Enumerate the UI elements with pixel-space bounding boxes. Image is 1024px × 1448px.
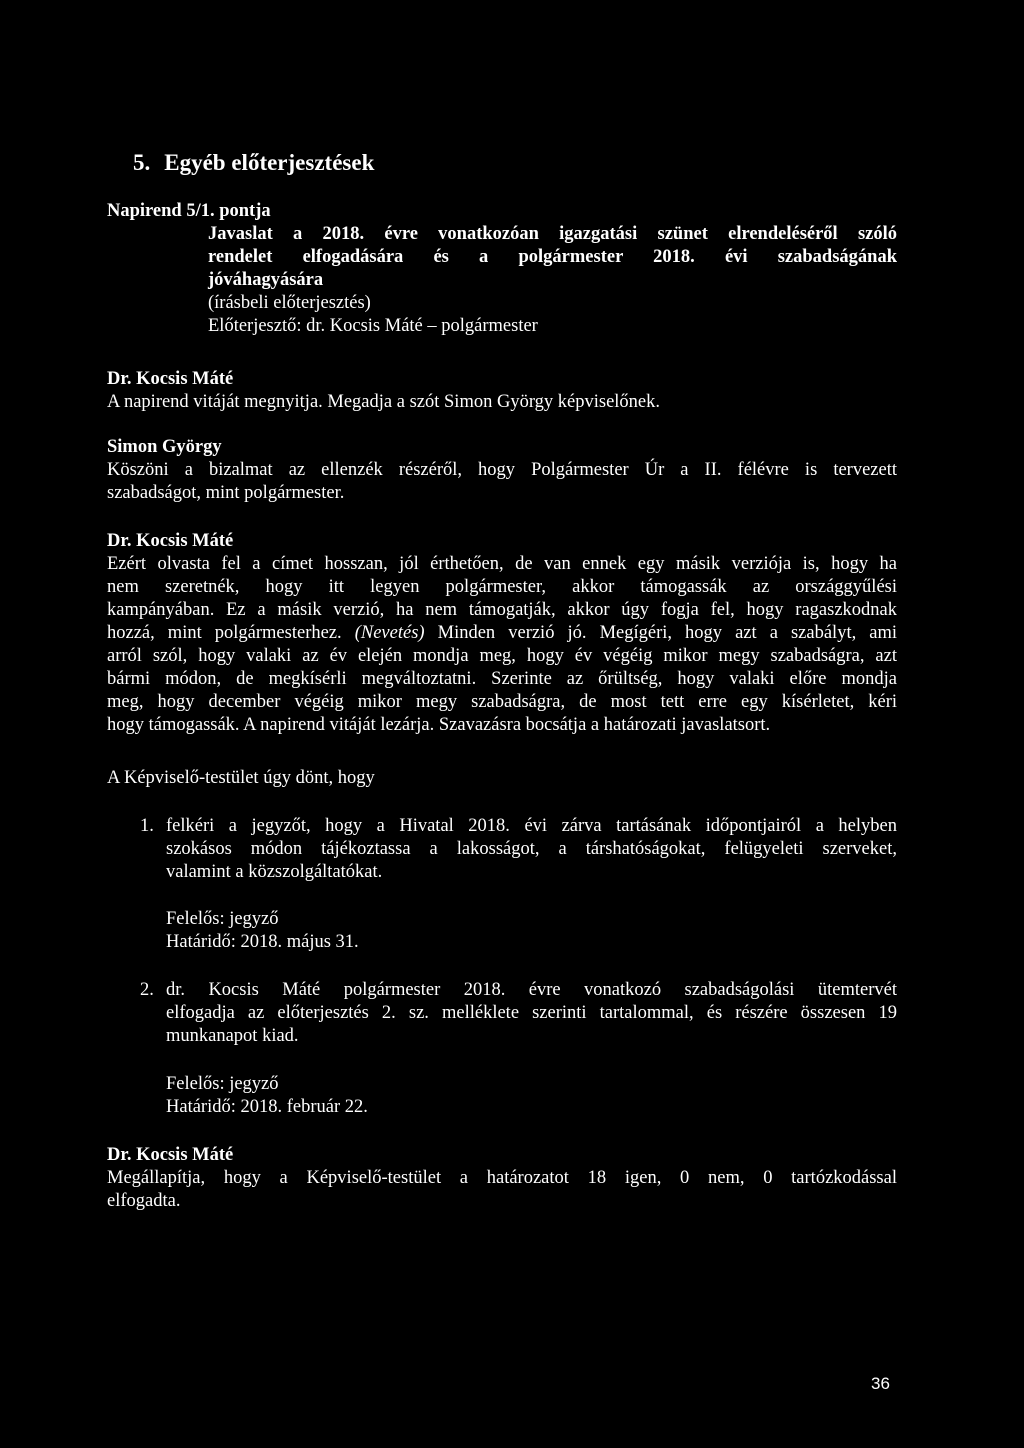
speech-line: arról szól, hogy valaki az év elején mondja meg, hogy év végéig mikor megy szabadságra, azt — [107, 646, 897, 666]
speaker-name: Simon György — [107, 437, 222, 457]
agenda-presenter: Előterjesztő: dr. Kocsis Máté – polgármester — [208, 316, 538, 336]
agenda-type: (írásbeli előterjesztés) — [208, 293, 371, 313]
stage-note: (Nevetés) — [354, 623, 425, 643]
item-deadline: Határidő: 2018. május 31. — [166, 932, 359, 952]
item-line: valamint a közszolgáltatókat. — [166, 862, 383, 882]
section-number: 5. — [133, 150, 151, 175]
item-deadline: Határidő: 2018. február 22. — [166, 1097, 368, 1117]
agenda-label: Napirend 5/1. pontja — [107, 201, 271, 221]
item-responsibility — [166, 1073, 368, 1119]
item-responsibility — [166, 908, 359, 954]
speech-line-mixed — [107, 622, 897, 645]
agenda-title-line: Javaslat a 2018. évre vonatkozóan igazgatási szünet elrendeléséről szóló — [208, 224, 897, 244]
item-line: munkanapot kiad. — [166, 1026, 299, 1046]
item-number: 2. — [140, 980, 154, 1000]
item-line: elfogadja az előterjesztés 2. sz. melléklete szerinti tartalommal, és részére összesen 19 — [166, 1003, 897, 1023]
speech-block — [107, 368, 897, 414]
section-title: Egyéb előterjesztések — [164, 150, 375, 175]
decision-item — [140, 979, 897, 1048]
item-responsible: Felelős: jegyző — [166, 1074, 279, 1094]
speech-line: Köszöni a bizalmat az ellenzék részéről, hogy Polgármester Úr a II. félévre is tervezett — [107, 460, 897, 480]
speech-line: hozzá, mint polgármesterhez. — [107, 623, 342, 643]
page-number: 36 — [871, 1374, 890, 1393]
closing-line: Megállapítja, hogy a Képviselő-testület a határozatot 18 igen, 0 nem, 0 tartózkodással — [107, 1168, 897, 1188]
speech-line: kampányában. Ez a másik verzió, ha nem támogatják, akkor úgy fogja fel, hogy ragaszkodnak — [107, 600, 897, 620]
section-heading — [133, 150, 374, 176]
speech-line: Ezért olvasta fel a címet hosszan, jól érthetően, de van ennek egy másik verziója is, hogy ha — [107, 554, 897, 574]
speech-line: nem szeretnék, hogy itt legyen polgármester, akkor támogassák az országgyűlési — [107, 577, 897, 597]
item-responsible: Felelős: jegyző — [166, 909, 279, 929]
agenda-title-line: rendelet elfogadására és a polgármester 2018. évi szabadságának — [208, 247, 897, 267]
item-line: felkéri a jegyzőt, hogy a Hivatal 2018. évi zárva tartásának időpontjairól a helyben — [166, 816, 897, 836]
closing-block — [107, 1144, 897, 1213]
speaker-name: Dr. Kocsis Máté — [107, 1145, 234, 1165]
item-number: 1. — [140, 816, 154, 836]
speaker-name: Dr. Kocsis Máté — [107, 531, 234, 551]
speech-line: bármi módon, de megkísérli megváltoztatni. Szerinte az őrültség, hogy valaki előre mondja — [107, 669, 897, 689]
speech-line: hogy támogassák. A napirend vitáját lezárja. Szavazásra bocsátja a határozati javaslatsort. — [107, 715, 771, 735]
speech-block — [107, 436, 897, 505]
agenda-block — [107, 200, 897, 338]
speech-line: szabadságot, mint polgármester. — [107, 483, 345, 503]
decision-item — [140, 815, 897, 884]
item-line: dr. Kocsis Máté polgármester 2018. évre vonatkozó szabadságolási ütemtervét — [166, 980, 897, 1000]
speech-line-continuation: Minden verzió jó. Megígéri, hogy azt a szabályt, ami — [424, 623, 898, 643]
item-line: szokásos módon tájékoztassa a lakosságot, a társhatóságokat, felügyeleti szerveket, — [166, 839, 897, 859]
closing-line: elfogadta. — [107, 1191, 181, 1211]
speaker-name: Dr. Kocsis Máté — [107, 369, 234, 389]
decision-intro: A Képviselő-testület úgy dönt, hogy — [107, 768, 375, 788]
agenda-title-line: jóváhagyására — [208, 270, 324, 290]
decision-intro-block — [107, 767, 897, 790]
speech-line: meg, hogy december végéig mikor megy szabadságra, de most tett erre egy kísérletet, kéri — [107, 692, 897, 712]
speech-text: A napirend vitáját megnyitja. Megadja a szót Simon György képviselőnek. — [107, 392, 661, 412]
speech-block — [107, 530, 897, 737]
